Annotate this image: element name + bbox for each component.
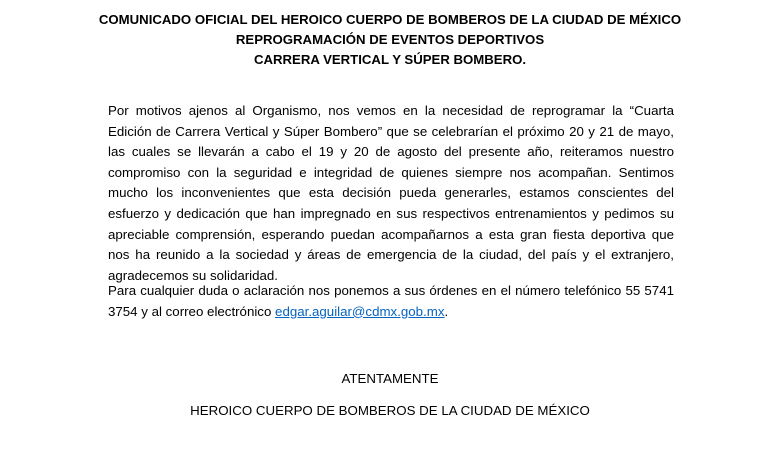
body-paragraph-1: Por motivos ajenos al Organismo, nos vemos en la necesidad de reprogramar la “Cuarta Edición de Carrera Vertical y Súper Bombero” que se celebrarían el próximo 20 y 21 de mayo, las cuales se llevarán a cabo el 19 y 20 de agosto del presente año, reiteramos nuestro compromiso con la seguridad e integridad de quienes siempre nos acompañan. Sentimos mucho los inconvenientes que esta decisión pueda generarles, estamos conscientes del esfuerzo y dedicación que han impregnado en sus respectivos entrenamientos y pedimos su apreciable comprensión, esperando puedan acompañarnos a esta gran fiesta deportiva que nos ha reunido a la sociedad y áreas de emergencia de la ciudad, del país y el extranjero, agradecemos su solidaridad. <box>108 103 674 283</box>
header-title-line: COMUNICADO OFICIAL DEL HEROICO CUERPO DE BOMBEROS DE LA CIUDAD DE MÉXICO <box>98 12 682 27</box>
document-header <box>0 10 780 70</box>
header-subtitle-line: REPROGRAMACIÓN DE EVENTOS DEPORTIVOS <box>235 32 545 47</box>
closing-signature: HEROICO CUERPO DE BOMBEROS DE LA CIUDAD DE MÉXICO <box>190 403 590 418</box>
header-event-line: CARRERA VERTICAL Y SÚPER BOMBERO. <box>253 52 527 67</box>
closing-salutation: ATENTAMENTE <box>341 371 439 386</box>
body-paragraph-2 <box>108 281 674 322</box>
contact-text-end: . <box>444 303 449 319</box>
email-link[interactable]: edgar.aguilar@cdmx.gob.mx <box>275 303 445 319</box>
contact-text: Para cualquier duda o aclaración nos ponemos a sus órdenes en el número telefónico 55 5741 3754 y al correo electrónico <box>108 283 674 319</box>
